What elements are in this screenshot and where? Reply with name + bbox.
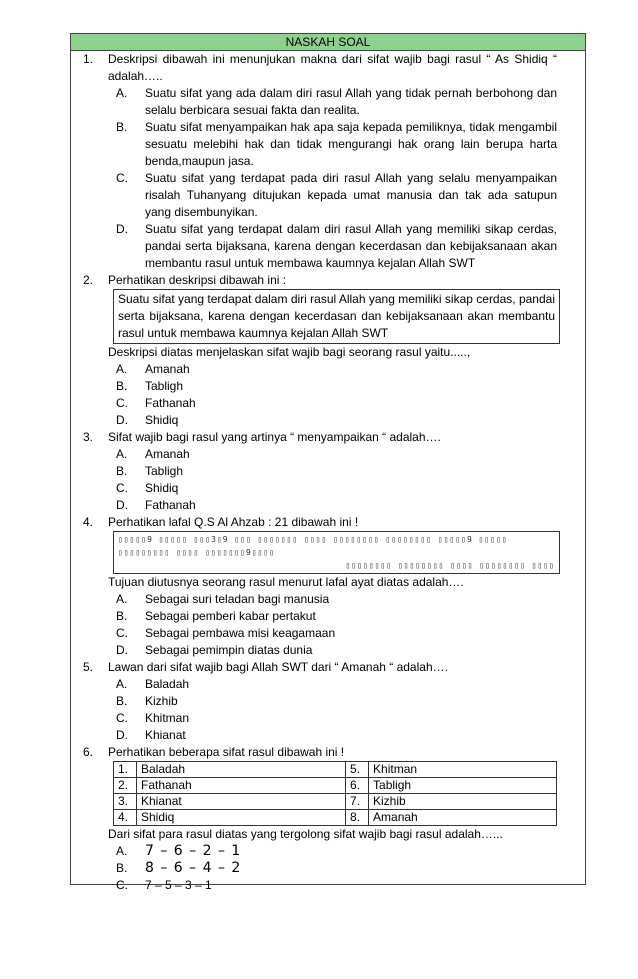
option-a[interactable] xyxy=(108,446,557,463)
table-row xyxy=(114,762,557,778)
option-c[interactable] xyxy=(108,710,557,727)
option-letter: B. xyxy=(116,609,128,623)
question-text: Perhatikan beberapa sifat rasul dibawah ini ! xyxy=(108,745,345,759)
option-letter: D. xyxy=(116,728,128,742)
question-number: 1. xyxy=(83,52,94,66)
table-row xyxy=(114,778,557,794)
option-c[interactable] xyxy=(108,395,557,412)
option-letter: A. xyxy=(116,844,128,858)
table-cell: Fathanah xyxy=(137,778,346,794)
option-b[interactable] xyxy=(108,463,557,480)
option-text: Suatu sifat yang ada dalam diri rasul Allah yang tidak pernah berbohong dan selalu berbicara sesuai fakta dan realita. xyxy=(145,86,557,117)
question-6-prompt xyxy=(71,826,585,843)
option-text: Sebagai pembawa misi keagamaan xyxy=(145,626,336,640)
option-d[interactable] xyxy=(108,642,557,659)
question-6 xyxy=(71,744,585,761)
question-text: Dari sifat para rasul diatas yang tergolong sifat wajib bagi rasul adalah…... xyxy=(108,827,503,841)
sifat-table xyxy=(113,761,557,826)
option-letter: D. xyxy=(116,498,128,512)
question-number: 4. xyxy=(83,515,94,529)
option-text: Suatu sifat yang terdapat pada diri rasul Allah yang selalu menyampaikan risalah Tuhanyang ditujukan kepada umat manusia dan tak ada satupun yang disembunyikan. xyxy=(145,171,557,219)
option-text: Fathanah xyxy=(145,396,196,410)
table-row xyxy=(114,810,557,826)
question-text: Deskripsi dibawah ini menunjukan makna dari sifat wajib bagi rasul “ As Shidiq “ adalah….. xyxy=(108,52,557,83)
option-b[interactable] xyxy=(108,860,557,877)
arabic-verse-line-1: ▯▯▯▯▯9 ▯▯▯▯▯ ▯▯▯3▯9 ▯▯▯ ▯▯▯▯▯▯▯ ▯▯▯▯ ▯▯▯▯▯▯▯▯ ▯▯▯▯▯▯▯▯ ▯▯▯▯▯9 ▯▯▯▯▯ ▯▯▯▯▯▯▯▯▯ ▯▯▯▯ ▯▯▯▯▯▯▯9▯▯▯▯ xyxy=(118,535,508,557)
option-text: Sebagai suri teladan bagi manusia xyxy=(145,592,330,606)
option-letter: C. xyxy=(116,481,128,495)
table-cell: 2. xyxy=(114,778,137,794)
question-text: Sifat wajib bagi rasul yang artinya “ menyampaikan “ adalah…. xyxy=(108,430,441,444)
question-number: 5. xyxy=(83,660,94,674)
question-number: 6. xyxy=(83,745,94,759)
option-d[interactable] xyxy=(108,412,557,429)
table-cell: Baladah xyxy=(137,762,346,778)
option-c[interactable] xyxy=(108,877,557,894)
sheet-title: NASKAH SOAL xyxy=(285,35,371,49)
option-text: Suatu sifat menyampaikan hak apa saja kepada pemiliknya, tidak mengambil sesuatu melebihi hak dan tidak mengurangi hak orang lain berupa harta benda,maupun jasa. xyxy=(145,120,557,168)
option-text: Fathanah xyxy=(145,498,196,512)
option-text: Shidiq xyxy=(145,413,179,427)
option-letter: C. xyxy=(116,878,128,892)
option-text: Sebagai pemberi kabar pertakut xyxy=(145,609,316,623)
option-letter: C. xyxy=(116,171,128,185)
option-b[interactable] xyxy=(108,608,557,625)
description-box: Suatu sifat yang terdapat dalam diri rasul Allah yang memiliki sikap cerdas, pandai serta bijaksana, karena dengan kecerdasan dan kebijaksanaan akan membantu rasul untuk membawa kaumnya kejalan Allah SWT xyxy=(113,289,560,344)
question-1 xyxy=(71,51,585,85)
table-row xyxy=(114,794,557,810)
option-text: Sebagai pemimpin diatas dunia xyxy=(145,643,313,657)
table-cell: 6. xyxy=(346,778,369,794)
arabic-verse-box xyxy=(113,531,560,574)
table-cell: 4. xyxy=(114,810,137,826)
question-4-prompt xyxy=(71,574,585,591)
table-cell: Kizhib xyxy=(369,794,557,810)
table-cell: Amanah xyxy=(369,810,557,826)
option-text: Suatu sifat yang terdapat dalam diri rasul Allah yang memiliki sikap cerdas, pandai serta bijaksana, karena dengan kecerdasan dan kebijaksanaan akan membantu rasul untuk membawa kaumnya kejalan Allah SWT xyxy=(145,222,557,270)
question-5 xyxy=(71,659,585,676)
option-a[interactable] xyxy=(108,843,557,860)
option-d[interactable] xyxy=(108,727,557,744)
sheet-header xyxy=(71,34,585,51)
table-cell: 5. xyxy=(346,762,369,778)
option-text: Kizhib xyxy=(145,694,178,708)
option-letter: B. xyxy=(116,694,128,708)
option-letter: A. xyxy=(116,592,128,606)
option-letter: A. xyxy=(116,677,128,691)
option-text: Khitman xyxy=(145,711,190,725)
table-cell: 1. xyxy=(114,762,137,778)
option-a[interactable] xyxy=(108,361,557,378)
option-letter: A. xyxy=(116,362,128,376)
option-c[interactable] xyxy=(108,625,557,642)
question-text: Deskripsi diatas menjelaskan sifat wajib bagi seorang rasul yaitu....., xyxy=(108,345,471,359)
option-letter: B. xyxy=(116,464,128,478)
question-text: Tujuan diutusnya seorang rasul menurut lafal ayat diatas adalah…. xyxy=(108,575,464,589)
option-d[interactable] xyxy=(108,221,557,272)
option-text: 7 – 5 – 3 – 1 xyxy=(145,878,212,892)
option-a[interactable] xyxy=(108,676,557,693)
option-c[interactable] xyxy=(108,170,557,221)
option-letter: C. xyxy=(116,626,128,640)
option-text: 7 – 6 – 2 – 1 xyxy=(145,843,242,859)
option-a[interactable] xyxy=(108,85,557,119)
option-text: Baladah xyxy=(145,677,190,691)
table-cell: Shidiq xyxy=(137,810,346,826)
option-letter: D. xyxy=(116,643,128,657)
question-text: Lawan dari sifat wajib bagi Allah SWT dari “ Amanah “ adalah…. xyxy=(108,660,448,674)
option-text: 8 – 6 – 4 – 2 xyxy=(145,860,242,876)
table-cell: Khitman xyxy=(369,762,557,778)
option-letter: C. xyxy=(116,396,128,410)
option-letter: A. xyxy=(116,86,128,100)
option-text: Tabligh xyxy=(145,379,184,393)
table-cell: Tabligh xyxy=(369,778,557,794)
option-text: Khianat xyxy=(145,728,186,742)
table-cell: 7. xyxy=(346,794,369,810)
option-text: Tabligh xyxy=(145,464,184,478)
option-letter: A. xyxy=(116,447,128,461)
table-cell: 3. xyxy=(114,794,137,810)
option-letter: B. xyxy=(116,120,128,134)
option-text: Shidiq xyxy=(145,481,179,495)
question-2-prompt xyxy=(71,344,585,361)
option-letter: B. xyxy=(116,861,128,875)
table-cell: Khianat xyxy=(137,794,346,810)
table-cell: 8. xyxy=(346,810,369,826)
question-text: Perhatikan deskripsi dibawah ini : xyxy=(108,273,287,287)
option-b[interactable] xyxy=(108,119,557,170)
question-sheet xyxy=(70,33,586,892)
option-letter: C. xyxy=(116,711,128,725)
question-3 xyxy=(71,429,585,446)
question-4 xyxy=(71,514,585,531)
option-d[interactable] xyxy=(108,497,557,514)
question-number: 3. xyxy=(83,430,94,444)
option-letter: D. xyxy=(116,222,128,236)
option-c[interactable] xyxy=(108,480,557,497)
option-b[interactable] xyxy=(108,693,557,710)
option-letter: D. xyxy=(116,413,128,427)
option-letter: B. xyxy=(116,379,128,393)
question-text: Perhatikan lafal Q.S Al Ahzab : 21 dibawah ini ! xyxy=(108,515,359,529)
option-a[interactable] xyxy=(108,591,557,608)
arabic-verse-line-2: ▯▯▯▯▯▯▯▯ ▯▯▯▯▯▯▯▯ ▯▯▯▯ ▯▯▯▯▯▯▯▯ ▯▯▯▯ xyxy=(345,561,555,570)
question-2 xyxy=(71,272,585,289)
option-text: Amanah xyxy=(145,362,190,376)
option-text: Amanah xyxy=(145,447,190,461)
option-b[interactable] xyxy=(108,378,557,395)
question-number: 2. xyxy=(83,273,94,287)
